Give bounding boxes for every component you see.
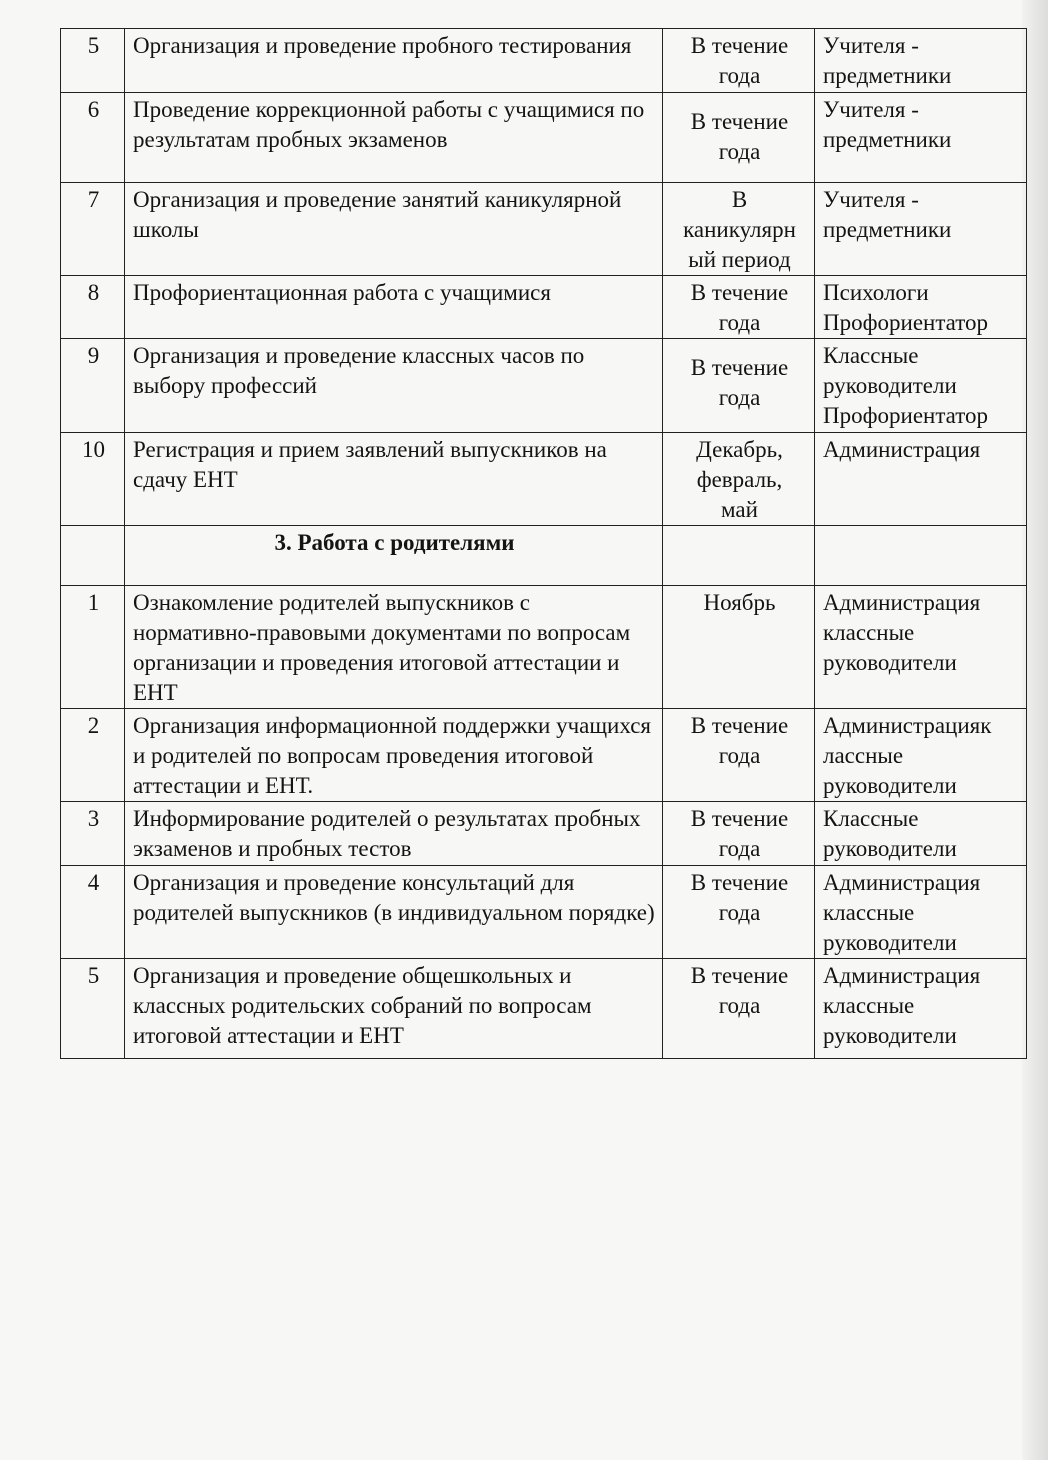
term-text: В течение года <box>663 709 815 802</box>
term-text: В течение года <box>663 866 815 959</box>
responsible-text: Учителя - предметники <box>815 183 1027 276</box>
table-row <box>61 866 1027 959</box>
responsible-text: Классные руководители Профориентатор <box>815 339 1027 433</box>
term-text: В течение года <box>663 29 815 93</box>
table-row <box>61 586 1027 709</box>
row-number: 2 <box>61 709 125 802</box>
table-row <box>61 433 1027 526</box>
table-row <box>61 339 1027 433</box>
table-row <box>61 93 1027 183</box>
row-number: 7 <box>61 183 125 276</box>
section-title: 3. Работа с родителями <box>125 526 663 586</box>
table-row <box>61 802 1027 866</box>
task-text: Проведение коррекционной работы с учащимися по результатам пробных экзаменов <box>125 93 663 183</box>
responsible-text: Классные руководители <box>815 802 1027 866</box>
responsible-text: Администрация классные руководители <box>815 959 1027 1059</box>
section-empty-cell <box>663 526 815 586</box>
table-row <box>61 183 1027 276</box>
task-text: Ознакомление родителей выпускников с нормативно-правовыми документами по вопросам организации и проведения итоговой аттестации и ЕНТ <box>125 586 663 709</box>
row-number: 5 <box>61 959 125 1059</box>
responsible-text: Учителя - предметники <box>815 93 1027 183</box>
task-text: Информирование родителей о результатах пробных экзаменов и пробных тестов <box>125 802 663 866</box>
table-row <box>61 959 1027 1059</box>
task-text: Профориентационная работа с учащимися <box>125 276 663 339</box>
row-number: 9 <box>61 339 125 433</box>
term-text: В течение года <box>663 276 815 339</box>
row-number: 10 <box>61 433 125 526</box>
row-number: 3 <box>61 802 125 866</box>
task-text: Организация и проведение общешкольных и классных родительских собраний по вопросам итоговой аттестации и ЕНТ <box>125 959 663 1059</box>
term-text: Декабрь, февраль, май <box>663 433 815 526</box>
term-text: В каникулярн ый период <box>663 183 815 276</box>
term-text: В течение года <box>663 802 815 866</box>
row-number: 4 <box>61 866 125 959</box>
responsible-text: Учителя - предметники <box>815 29 1027 93</box>
task-text: Организация и проведение пробного тестирования <box>125 29 663 93</box>
responsible-text: Администрация классные руководители <box>815 866 1027 959</box>
responsible-text: Администрация классные руководители <box>815 586 1027 709</box>
task-text: Организация и проведение классных часов по выбору профессий <box>125 339 663 433</box>
row-number: 5 <box>61 29 125 93</box>
term-text: В течение года <box>663 959 815 1059</box>
table-row <box>61 29 1027 93</box>
section-empty-cell <box>815 526 1027 586</box>
row-number: 1 <box>61 586 125 709</box>
row-number: 8 <box>61 276 125 339</box>
task-text: Организация и проведение консультаций для родителей выпускников (в индивидуальном порядке) <box>125 866 663 959</box>
row-number: 6 <box>61 93 125 183</box>
section-empty-cell <box>61 526 125 586</box>
term-text: Ноябрь <box>663 586 815 709</box>
work-plan-table <box>60 28 1027 1059</box>
term-text: В течение года <box>663 93 815 183</box>
table-row <box>61 276 1027 339</box>
responsible-text: Психологи Профориентатор <box>815 276 1027 339</box>
section-header-row <box>61 526 1027 586</box>
task-text: Организация информационной поддержки учащихся и родителей по вопросам проведения итоговой аттестации и ЕНТ. <box>125 709 663 802</box>
term-text: В течение года <box>663 339 815 433</box>
task-text: Регистрация и прием заявлений выпускников на сдачу ЕНТ <box>125 433 663 526</box>
table-row <box>61 709 1027 802</box>
task-text: Организация и проведение занятий каникулярной школы <box>125 183 663 276</box>
responsible-text: Администрация <box>815 433 1027 526</box>
responsible-text: Администрацияк лассные руководители <box>815 709 1027 802</box>
